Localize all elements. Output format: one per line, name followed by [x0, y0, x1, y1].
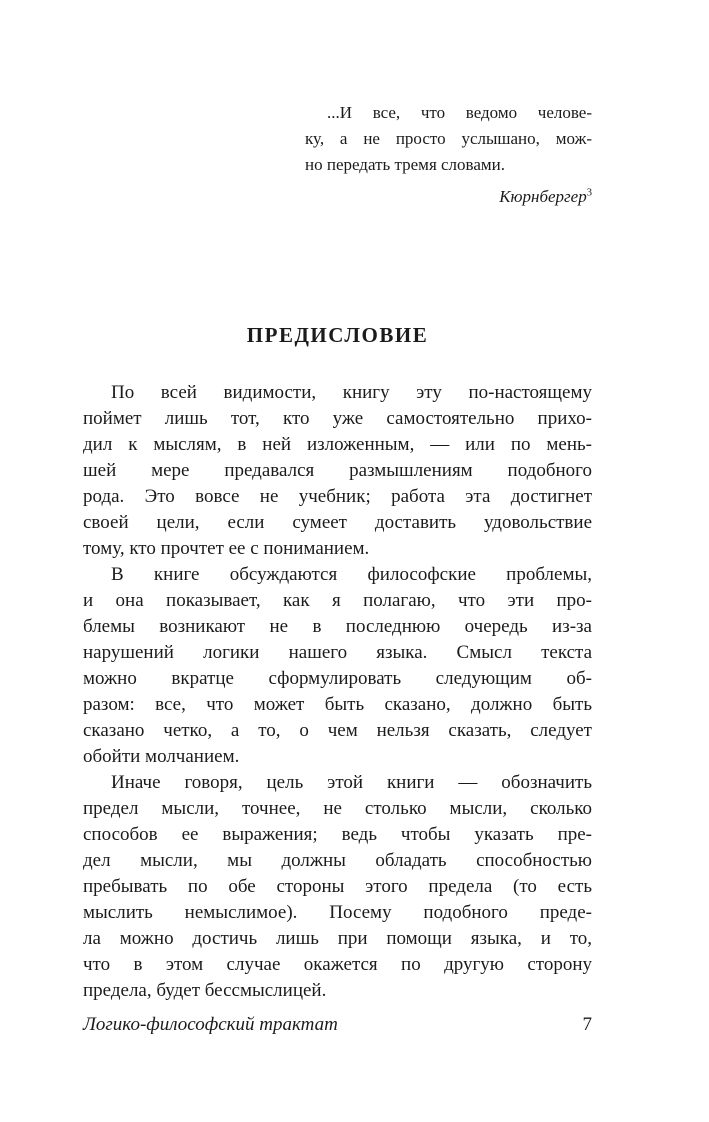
text-line: шей мере предавался размышлениям подобного	[83, 460, 592, 481]
paragraph	[83, 562, 592, 770]
text-line: пребывать по обе стороны этого предела (то есть	[83, 876, 592, 897]
text-line: В книге обсуждаются философские проблемы,	[111, 564, 592, 585]
text-line: Иначе говоря, цель этой книги — обозначить	[111, 772, 592, 793]
text-line: ла можно достичь лишь при помощи языка, и то,	[83, 928, 592, 949]
text-line: рода. Это вовсе не учебник; работа эта достигнет	[83, 486, 592, 507]
text-line: можно вкратце сформулировать следующим об-	[83, 668, 592, 689]
text-line: дил к мыслям, в ней изложенным, — или по мень-	[83, 434, 592, 455]
text-line: предела, будет бессмыслицей.	[83, 980, 327, 1001]
text-line: тому, кто прочтет ее с пониманием.	[83, 538, 370, 559]
text-line: блемы возникают не в последнюю очередь из-за	[83, 616, 592, 637]
footnote-marker: 3	[586, 187, 592, 199]
page-footer	[83, 1012, 592, 1038]
running-title: Логико-философский трактат	[83, 1014, 338, 1035]
text-line: и она показывает, как я полагаю, что эти про-	[83, 590, 592, 611]
epigraph	[305, 100, 592, 178]
text-line: способов ее выражения; ведь чтобы указать пре-	[83, 824, 592, 845]
paragraph	[83, 380, 592, 562]
text-line: разом: все, что может быть сказано, должно быть	[83, 694, 592, 715]
chapter-heading: ПРЕДИСЛОВИЕ	[246, 323, 429, 347]
attribution-name: Кюрнбергер	[499, 187, 587, 206]
text-line: мыслить немыслимое). Посему подобного преде-	[83, 902, 592, 923]
text-line: нарушений логики нашего языка. Смысл текста	[83, 642, 592, 663]
text-line: своей цели, если сумеет доставить удовольствие	[83, 512, 592, 533]
text-line: предел мысли, точнее, не столько мысли, сколько	[83, 798, 592, 819]
text-line: ...И все, что ведомо челове-	[327, 103, 592, 122]
text-line: обойти молчанием.	[83, 746, 240, 767]
text-line: дел мысли, мы должны обладать способностью	[83, 850, 592, 871]
text-line: сказано четко, а то, о чем нельзя сказать, следует	[83, 720, 592, 741]
text-line: что в этом случае окажется по другую сторону	[83, 954, 592, 975]
body-text	[83, 380, 592, 1004]
page-number: 7	[582, 1014, 592, 1035]
text-line: поймет лишь тот, кто уже самостоятельно прихо-	[83, 408, 592, 429]
text-line: По всей видимости, книгу эту по-настоящему	[111, 382, 592, 403]
text-line: ку, а не просто услышано, мож-	[305, 129, 592, 148]
epigraph-attribution	[305, 184, 592, 210]
text-line: но передать тремя словами.	[305, 155, 505, 174]
paragraph	[83, 770, 592, 1004]
